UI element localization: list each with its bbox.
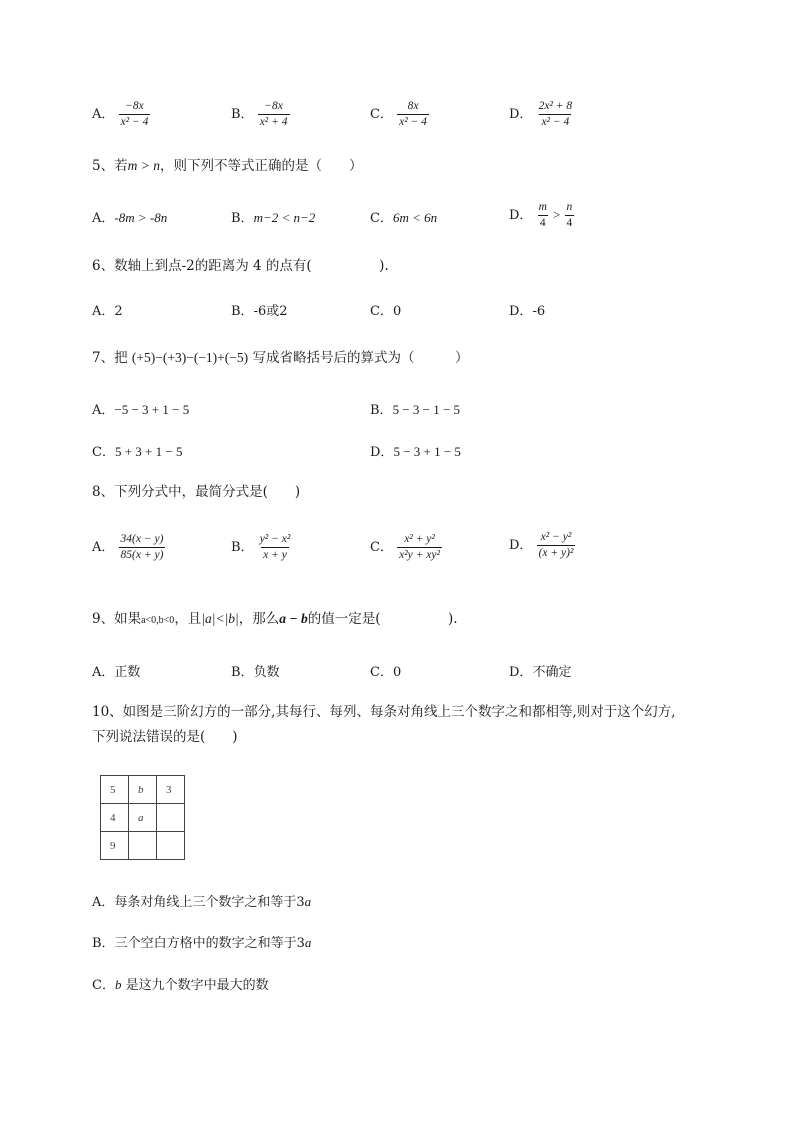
q9-option-b: B．负数 bbox=[231, 665, 280, 680]
grid-row bbox=[101, 776, 185, 804]
q5-option-a: A．-8m > -8n bbox=[92, 210, 168, 226]
q8-option-a: A． $\frac{34(x - y)}{85(x + y)}$ bbox=[92, 533, 164, 561]
grid-cell: a bbox=[129, 804, 157, 832]
grid-cell: b bbox=[129, 776, 157, 804]
q8-option-b: B． $\frac{\text{y² − x²}}{x + y}$ bbox=[231, 533, 291, 561]
q9-stem: 9、如果a<0,b<0，且|a|<|b|，那么a − b的值一定是( ). bbox=[92, 611, 458, 627]
q4-option-b: B． $\frac{-8x}{\text{x² + 4}}$ bbox=[231, 100, 288, 128]
q5-option-b: B．m−2 < n−2 bbox=[231, 210, 316, 226]
q10-option-c: C．b 是这九个数字中最大的数 bbox=[92, 977, 269, 993]
magic-square-grid bbox=[100, 775, 185, 860]
grid-cell: 5 bbox=[101, 776, 129, 804]
q4-option-d: D． $\frac{\text{2x² + 8}}{\text{x² − 4}}$ bbox=[509, 100, 573, 128]
q8-option-c: C． $\frac{\text{x² + y²}}{\text{x²y + xy²}}$ bbox=[370, 533, 440, 561]
q7-option-b: B．5 − 3 − 1 − 5 bbox=[370, 402, 461, 418]
grid-cell bbox=[157, 804, 185, 832]
q5-option-d: D． $\frac{m}{4}$ > $\frac{n}{4}$ bbox=[509, 201, 573, 229]
q6-option-c: C．0 bbox=[370, 304, 402, 319]
q6-stem: 6、数轴上到点-2的距离为 4 的点有( ). bbox=[92, 258, 389, 274]
grid-cell bbox=[129, 832, 157, 860]
grid-cell: 4 bbox=[101, 804, 129, 832]
grid-cell: 3 bbox=[157, 776, 185, 804]
q10-option-b: B．三个空白方格中的数字之和等于3a bbox=[92, 935, 312, 951]
grid-cell bbox=[157, 832, 185, 860]
grid-row bbox=[101, 832, 185, 860]
q8-option-d: D． $\frac{\text{x² − y²}}{\text{(x + y)²}}$ bbox=[509, 531, 574, 559]
q7-stem: 7、把 (+5)−(+3)−(−1)+(−5) 写成省略括号后的算式为（ ） bbox=[92, 350, 469, 366]
q7-option-c: C．5 + 3 + 1 − 5 bbox=[92, 444, 183, 460]
q6-option-b: B．-6或2 bbox=[231, 304, 288, 319]
q5-stem: 5、若m > n，则下列不等式正确的是（ ） bbox=[92, 158, 363, 174]
q10-stem-line2: 下列说法错误的是( ) bbox=[92, 729, 238, 745]
q10-stem-line1: 10、如图是三阶幻方的一部分,其每行、每列、每条对角线上三个数字之和都相等,则对于这个幻方, bbox=[92, 704, 676, 720]
q4-option-a: A． $\frac{-8x}{\text{x² − 4}}$ bbox=[92, 100, 149, 128]
q7-option-a: A．−5 − 3 + 1 − 5 bbox=[92, 402, 190, 418]
q8-stem: 8、下列分式中，最简分式是( ) bbox=[92, 484, 301, 500]
q6-option-d: D．-6 bbox=[509, 304, 546, 319]
q5-option-c: C．6m < 6n bbox=[370, 210, 438, 226]
q6-option-a: A．2 bbox=[92, 304, 123, 319]
grid-row bbox=[101, 804, 185, 832]
grid-cell: 9 bbox=[101, 832, 129, 860]
q7-option-d: D．5 − 3 + 1 − 5 bbox=[370, 444, 461, 460]
q9-option-a: A．正数 bbox=[92, 665, 141, 680]
q10-option-a: A．每条对角线上三个数字之和等于3a bbox=[92, 894, 312, 910]
q9-option-d: D．不确定 bbox=[509, 665, 572, 680]
q4-option-c: C． $\frac{8x}{\text{x² − 4}}$ bbox=[370, 100, 427, 128]
q9-option-c: C．0 bbox=[370, 665, 402, 680]
